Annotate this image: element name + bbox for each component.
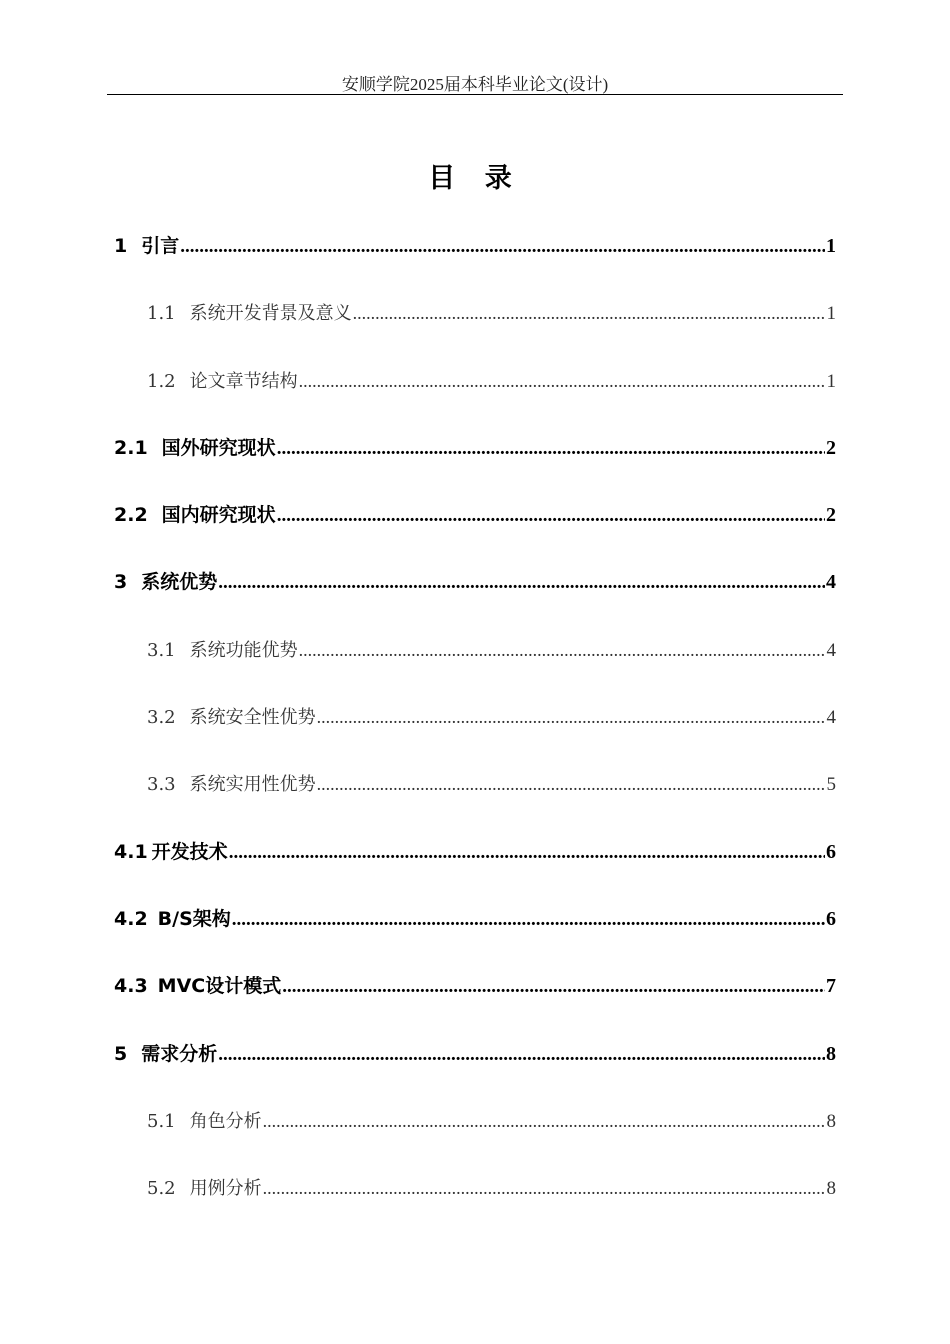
toc-entry-label: 需求分析 — [141, 1042, 218, 1065]
toc-entry-number: 1.2 — [147, 370, 176, 392]
toc-entry-number: 3.1 — [147, 639, 176, 661]
toc-entry-5-2[interactable] — [114, 1162, 836, 1229]
toc-entry-5[interactable] — [114, 1028, 836, 1095]
dot-leader — [263, 1162, 826, 1214]
toc-entry-number: 4.2 — [114, 907, 148, 930]
toc-entry-label: 系统安全性优势 — [189, 707, 316, 729]
toc-entry-page: 5 — [826, 774, 836, 796]
toc-entry-page: 8 — [826, 1110, 836, 1132]
dot-leader — [353, 287, 826, 339]
toc-entry-number: 5 — [114, 1042, 128, 1065]
toc-entry-label: 开发技术 — [151, 840, 228, 863]
toc-entry-page: 8 — [826, 1042, 836, 1065]
toc-entry-number: 4.3 — [114, 975, 148, 998]
toc-entry-4-1[interactable] — [114, 826, 836, 893]
toc-entry-number: 1.1 — [147, 303, 176, 325]
dot-leader — [180, 221, 825, 273]
toc-entry-page: 4 — [826, 707, 836, 729]
toc-entry-number: 4.1 — [114, 840, 148, 863]
toc-entry-label: 角色分析 — [189, 1110, 262, 1132]
toc-title: 目 录 — [428, 163, 522, 194]
toc-entry-number: 2.1 — [114, 436, 148, 459]
toc-entry-number: 2.2 — [114, 504, 148, 527]
toc-entry-number: 3.3 — [147, 774, 176, 796]
dot-leader — [263, 1095, 826, 1147]
toc-entry-5-1[interactable] — [114, 1095, 836, 1162]
dot-leader — [232, 894, 825, 946]
toc-entry-3-3[interactable] — [114, 758, 836, 825]
toc-entry-3[interactable] — [114, 556, 836, 623]
toc-entry-2-1[interactable] — [114, 422, 836, 489]
dot-leader — [218, 557, 825, 609]
toc-entry-page: 4 — [826, 571, 836, 594]
toc-entry-1-2[interactable] — [114, 355, 836, 422]
toc-entry-4-2[interactable] — [114, 893, 836, 960]
dot-leader — [282, 961, 825, 1013]
toc-entry-page: 7 — [826, 975, 836, 998]
toc-entry-label: 用例分析 — [189, 1178, 262, 1200]
toc-entry-1-1[interactable] — [114, 287, 836, 354]
table-of-contents — [114, 220, 836, 1229]
dot-leader — [299, 355, 826, 407]
toc-entry-3-2[interactable] — [114, 691, 836, 758]
toc-entry-page: 1 — [826, 303, 836, 325]
toc-entry-label: 系统优势 — [141, 571, 218, 594]
dot-leader — [218, 1029, 825, 1081]
toc-entry-page: 6 — [826, 907, 836, 930]
toc-entry-label: 系统功能优势 — [189, 639, 298, 661]
toc-entry-4-3[interactable] — [114, 960, 836, 1027]
toc-entry-number: 5.2 — [147, 1178, 176, 1200]
toc-entry-label: 系统实用性优势 — [189, 774, 316, 796]
toc-entry-page: 6 — [826, 840, 836, 863]
header-divider — [107, 94, 843, 95]
toc-entry-label: 系统开发背景及意义 — [189, 303, 352, 325]
toc-entry-label: B/S架构 — [157, 907, 231, 930]
toc-entry-number: 5.1 — [147, 1110, 176, 1132]
toc-entry-label: 国内研究现状 — [161, 504, 276, 527]
toc-entry-number: 3 — [114, 571, 128, 594]
toc-entry-number: 1 — [114, 235, 128, 257]
page-header: 安顺学院2025届本科毕业论文(设计) — [341, 75, 609, 94]
toc-entry-page: 8 — [826, 1178, 836, 1200]
dot-leader — [317, 758, 826, 810]
dot-leader — [229, 827, 825, 879]
toc-entry-page: 1 — [826, 370, 836, 392]
toc-entry-page: 2 — [826, 504, 836, 527]
toc-entry-page: 2 — [826, 436, 836, 459]
toc-entry-page: 4 — [826, 639, 836, 661]
dot-leader — [299, 624, 826, 676]
toc-entry-2-2[interactable] — [114, 489, 836, 556]
dot-leader — [317, 691, 826, 743]
toc-entry-number: 3.2 — [147, 707, 176, 729]
dot-leader — [277, 490, 825, 542]
toc-entry-label: 引言 — [141, 235, 180, 257]
toc-entry-label: 国外研究现状 — [161, 436, 276, 459]
toc-entry-label: 论文章节结构 — [189, 370, 298, 392]
toc-entry-page: 1 — [826, 235, 836, 257]
dot-leader — [277, 423, 825, 475]
toc-entry-label: MVC设计模式 — [157, 975, 282, 998]
toc-entry-3-1[interactable] — [114, 624, 836, 691]
toc-entry-1[interactable] — [114, 220, 836, 287]
